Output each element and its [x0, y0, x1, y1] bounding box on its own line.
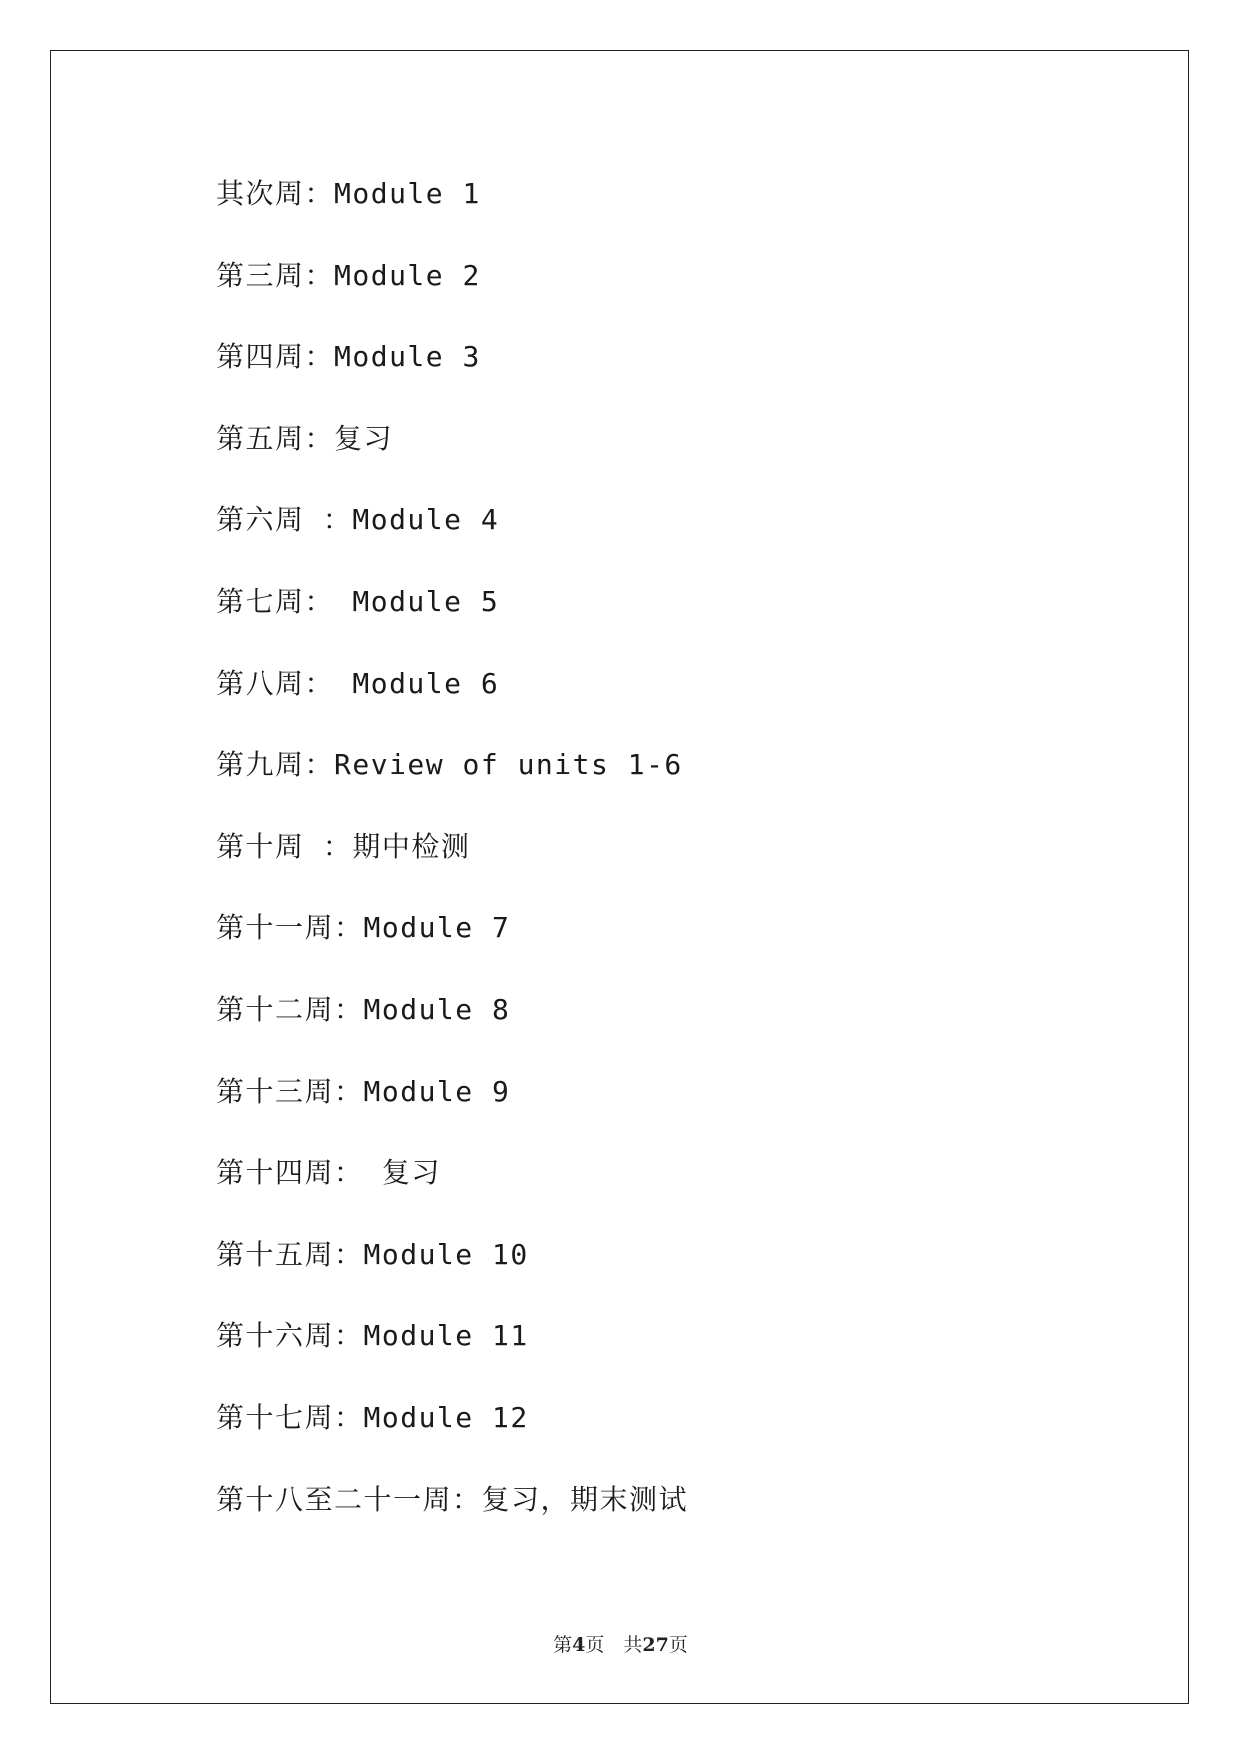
schedule-line-week-18-21: 第十八至二十一周：复习，期末测试: [216, 1482, 689, 1516]
schedule-line-week-11: 第十一周：Module 7: [216, 911, 511, 945]
schedule-line-week-9: 第九周：Review of units 1-6: [216, 748, 683, 782]
schedule-line-week-16: 第十六周：Module 11: [216, 1319, 529, 1353]
schedule-line-week-7: 第七周： Module 5: [216, 584, 500, 618]
schedule-line-week-15: 第十五周：Module 10: [216, 1237, 529, 1271]
schedule-line-week-3: 第三周：Module 2: [216, 258, 481, 292]
schedule-line-week-8: 第八周： Module 6: [216, 666, 500, 700]
footer-middle: 页 共: [585, 1634, 643, 1656]
schedule-line-week-6: 第六周 ：Module 4: [216, 503, 500, 537]
schedule-line-week-17: 第十七周：Module 12: [216, 1400, 529, 1434]
current-page-number: 4: [572, 1634, 586, 1656]
schedule-line-week-4: 第四周：Module 3: [216, 340, 481, 374]
page-footer: [0, 1630, 1241, 1657]
footer-suffix: 页: [668, 1634, 688, 1656]
schedule-line-week-12: 第十二周：Module 8: [216, 992, 511, 1026]
schedule-line-week-13: 第十三周：Module 9: [216, 1074, 511, 1108]
footer-prefix: 第: [553, 1634, 573, 1656]
weekly-schedule-list: [216, 168, 688, 1555]
schedule-line-week-14: 第十四周： 复习: [216, 1156, 441, 1190]
schedule-line-week-2: 其次周：Module 1: [216, 177, 481, 210]
total-page-count: 27: [642, 1634, 669, 1656]
schedule-line-week-10: 第十周 ：期中检测: [216, 829, 471, 863]
schedule-line-week-5: 第五周：复习: [216, 421, 394, 455]
